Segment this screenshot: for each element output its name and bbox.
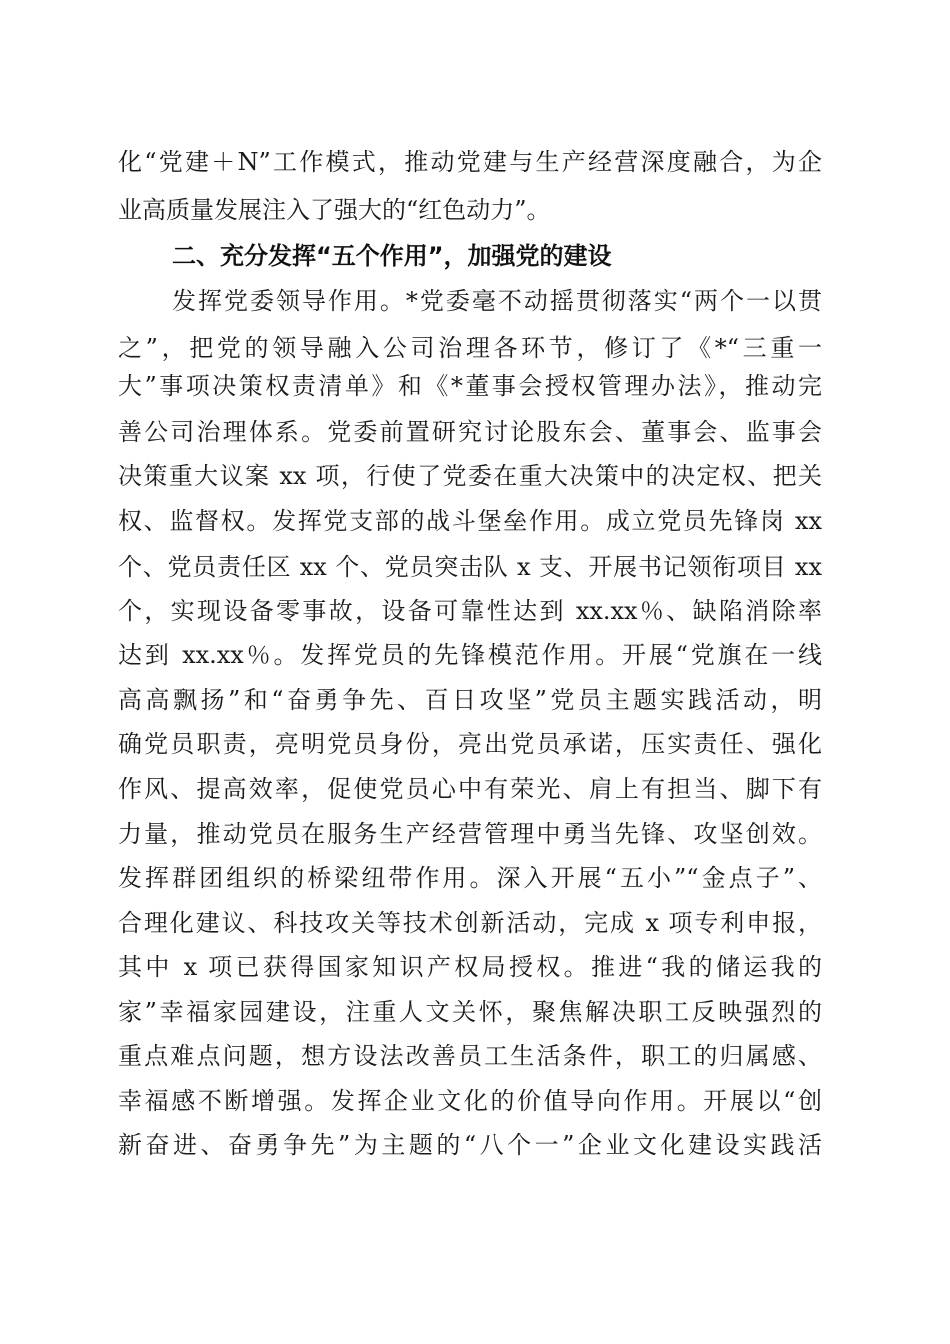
paragraph-1-line-1: 化“党建＋N”工作模式，推动党建与生产经营深度融合，为企 xyxy=(118,148,822,176)
paragraph-2-line-14: 发挥群团组织的桥梁纽带作用。深入开展“五小”“金点子”、 xyxy=(118,864,822,892)
paragraph-2-line-8: 个，实现设备零事故，设备可靠性达到 xx.xx％、缺陷消除率 xyxy=(118,597,822,625)
paragraph-2-line-15: 合理化建议、科技攻关等技术创新活动，完成 x 项专利申报， xyxy=(118,909,822,937)
paragraph-2-line-5: 决策重大议案 xx 项，行使了党委在重大决策中的决定权、把关 xyxy=(118,462,822,490)
paragraph-2-line-20: 新奋进、奋勇争先”为主题的“八个一”企业文化建设实践活 xyxy=(118,1131,822,1159)
paragraph-2-line-18: 重点难点问题，想方设法改善员工生活条件，职工的归属感、 xyxy=(118,1042,822,1070)
paragraph-2-line-12: 作风、提高效率，促使党员心中有荣光、肩上有担当、脚下有 xyxy=(118,775,822,803)
paragraph-2-line-7: 个、党员责任区 xx 个、党员突击队 x 支、开展书记领衔项目 xx xyxy=(118,553,822,581)
paragraph-2-line-9: 达到 xx.xx％。发挥党员的先锋模范作用。开展“党旗在一线 xyxy=(118,641,822,669)
paragraph-2-line-2: 之”，把党的领导融入公司治理各环节，修订了《*“三重一 xyxy=(118,334,822,362)
section-heading: 二、充分发挥“五个作用”，加强党的建设 xyxy=(172,242,612,270)
paragraph-2-line-17: 家”幸福家园建设，注重人文关怀，聚焦解决职工反映强烈的 xyxy=(118,998,822,1026)
paragraph-2-line-1: 发挥党委领导作用。*党委毫不动摇贯彻落实“两个一以贯 xyxy=(172,287,822,315)
paragraph-1-line-2: 业高质量发展注入了强大的“红色动力”。 xyxy=(118,196,551,224)
paragraph-2-line-4: 善公司治理体系。党委前置研究讨论股东会、董事会、监事会 xyxy=(118,418,822,446)
paragraph-2-line-6: 权、监督权。发挥党支部的战斗堡垒作用。成立党员先锋岗 xx xyxy=(118,507,822,535)
paragraph-2-line-13: 力量，推动党员在服务生产经营管理中勇当先锋、攻坚创效。 xyxy=(118,820,822,848)
paragraph-2-line-3: 大”事项决策权责清单》和《*董事会授权管理办法》，推动完 xyxy=(118,372,822,400)
paragraph-2-line-10: 高高飘扬”和“奋勇争先、百日攻坚”党员主题实践活动，明 xyxy=(118,686,822,714)
paragraph-2-line-16: 其中 x 项已获得国家知识产权局授权。推进“我的储运我的 xyxy=(118,953,822,981)
paragraph-2-line-19: 幸福感不断增强。发挥企业文化的价值导向作用。开展以“创 xyxy=(118,1087,822,1115)
paragraph-2-line-11: 确党员职责，亮明党员身份，亮出党员承诺，压实责任、强化 xyxy=(118,730,822,758)
